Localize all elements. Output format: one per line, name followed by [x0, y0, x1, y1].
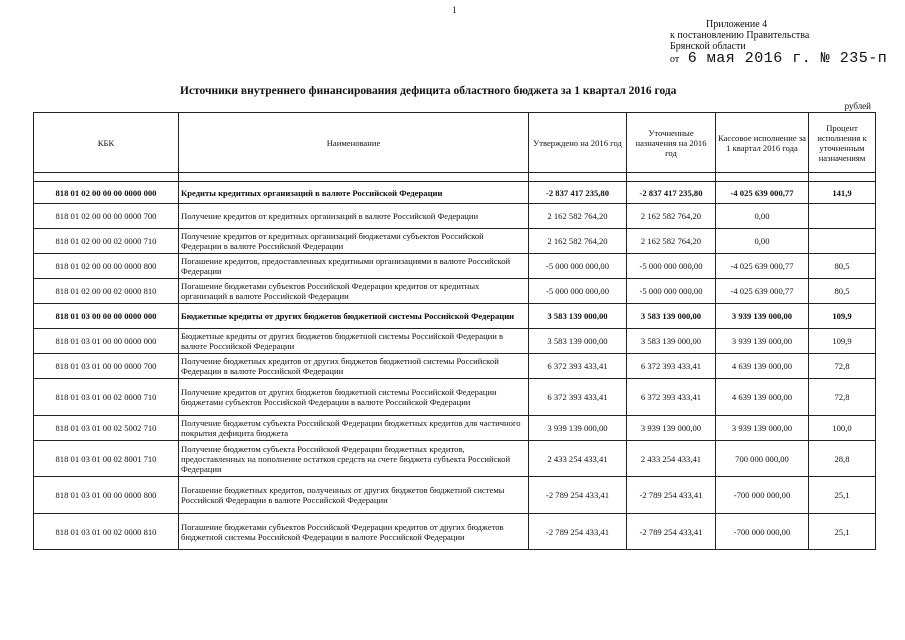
table-row: [34, 204, 876, 229]
document-title: Источники внутреннего финансирования дефицита областного бюджета за 1 квартал 2016 года: [180, 85, 677, 97]
cell-executed: -700 000 000,00: [716, 514, 809, 550]
table-row: [34, 329, 876, 354]
cell-executed: 3 939 139 000,00: [716, 416, 809, 441]
table-row: [34, 354, 876, 379]
cell-name: Кредиты кредитных организаций в валюте Российской Федерации: [179, 182, 529, 204]
cell-executed: -700 000 000,00: [716, 477, 809, 514]
cell-approved: 2 162 582 764,20: [529, 229, 627, 254]
cell-percent: 141,9: [809, 182, 876, 204]
cell-executed: 3 939 139 000,00: [716, 329, 809, 354]
header-refined: Уточненные назначения на 2016 год: [627, 113, 716, 173]
cell-kbk: 818 01 02 00 00 00 0000 800: [34, 254, 179, 279]
cell-percent: [809, 204, 876, 229]
cell-name: Получение бюджетных кредитов от других бюджетов бюджетной системы Российской Федерации в валюте Российской Федерации: [179, 354, 529, 379]
cell-kbk: 818 01 03 01 00 02 8001 710: [34, 441, 179, 477]
cell-approved: -5 000 000 000,00: [529, 254, 627, 279]
cell-percent: 80,5: [809, 254, 876, 279]
table-row: [34, 416, 876, 441]
cell-percent: 72,8: [809, 379, 876, 416]
cell-kbk: 818 01 02 00 00 02 0000 810: [34, 279, 179, 304]
cell-approved: -2 789 254 433,41: [529, 514, 627, 550]
cell-percent: 25,1: [809, 477, 876, 514]
header-approved: Утверждено на 2016 год: [529, 113, 627, 173]
appendix-line-1: Приложение 4: [706, 19, 768, 30]
spacer-row: [34, 173, 876, 182]
cell-kbk: 818 01 03 01 00 02 0000 810: [34, 514, 179, 550]
cell-refined: -2 837 417 235,80: [627, 182, 716, 204]
cell-percent: 25,1: [809, 514, 876, 550]
cell-refined: -2 789 254 433,41: [627, 477, 716, 514]
cell-executed: -4 025 639 000,77: [716, 279, 809, 304]
cell-kbk: 818 01 03 01 00 00 0000 700: [34, 354, 179, 379]
table-row: [34, 254, 876, 279]
cell-refined: 3 939 139 000,00: [627, 416, 716, 441]
table-row: [34, 279, 876, 304]
appendix-header: [670, 19, 887, 65]
table-row: [34, 441, 876, 477]
table-row: [34, 229, 876, 254]
cell-executed: 4 639 139 000,00: [716, 379, 809, 416]
cell-refined: -5 000 000 000,00: [627, 254, 716, 279]
cell-approved: -2 789 254 433,41: [529, 477, 627, 514]
cell-approved: 2 162 582 764,20: [529, 204, 627, 229]
cell-executed: -4 025 639 000,77: [716, 254, 809, 279]
header-kbk: КБК: [34, 113, 179, 173]
table-row: [34, 379, 876, 416]
cell-kbk: 818 01 02 00 00 02 0000 710: [34, 229, 179, 254]
cell-percent: 28,8: [809, 441, 876, 477]
header-executed: Кассовое исполнение за 1 квартал 2016 года: [716, 113, 809, 173]
cell-percent: 109,9: [809, 329, 876, 354]
units-label: рублей: [844, 101, 871, 111]
cell-refined: 2 433 254 433,41: [627, 441, 716, 477]
cell-approved: 2 433 254 433,41: [529, 441, 627, 477]
table-row: [34, 514, 876, 550]
cell-executed: -4 025 639 000,77: [716, 182, 809, 204]
cell-refined: -2 789 254 433,41: [627, 514, 716, 550]
appendix-line-2: к постановлению Правительства: [670, 30, 810, 41]
appendix-from: от: [670, 54, 680, 65]
table-row: [34, 182, 876, 204]
cell-name: Бюджетные кредиты от других бюджетов бюджетной системы Российской Федерации: [179, 304, 529, 329]
cell-kbk: 818 01 03 01 00 02 0000 710: [34, 379, 179, 416]
cell-percent: 72,8: [809, 354, 876, 379]
cell-kbk: 818 01 03 01 00 00 0000 000: [34, 329, 179, 354]
financing-sources-table: [33, 112, 876, 550]
cell-executed: 3 939 139 000,00: [716, 304, 809, 329]
cell-refined: 6 372 393 433,41: [627, 354, 716, 379]
page-number: 1: [452, 5, 457, 15]
cell-executed: 0,00: [716, 204, 809, 229]
cell-approved: -5 000 000 000,00: [529, 279, 627, 304]
cell-name: Получение бюджетом субъекта Российской Федерации бюджетных кредитов, предоставленных на пополнение остатков средств на счете бюджета субъекта Российской Федерации: [179, 441, 529, 477]
appendix-date-line: [670, 50, 888, 67]
cell-percent: 100,0: [809, 416, 876, 441]
table-header-row: [34, 113, 876, 173]
cell-approved: 6 372 393 433,41: [529, 354, 627, 379]
cell-kbk: 818 01 03 01 00 02 5002 710: [34, 416, 179, 441]
table-row: [34, 304, 876, 329]
cell-approved: 3 583 139 000,00: [529, 329, 627, 354]
cell-kbk: 818 01 02 00 00 00 0000 000: [34, 182, 179, 204]
cell-name: Погашение бюджетных кредитов, полученных от других бюджетов бюджетной системы Российской Федерации в валюте Российской Федерации: [179, 477, 529, 514]
cell-refined: -5 000 000 000,00: [627, 279, 716, 304]
cell-approved: 3 939 139 000,00: [529, 416, 627, 441]
header-name: Наименование: [179, 113, 529, 173]
cell-name: Погашение бюджетами субъектов Российской Федерации кредитов от других бюджетов бюджетной системы Российской Федерации в валюте Российской Федерации: [179, 514, 529, 550]
cell-kbk: 818 01 03 00 00 00 0000 000: [34, 304, 179, 329]
cell-refined: 2 162 582 764,20: [627, 229, 716, 254]
cell-executed: 700 000 000,00: [716, 441, 809, 477]
cell-approved: -2 837 417 235,80: [529, 182, 627, 204]
appendix-line-3: Брянской области: [670, 41, 746, 52]
header-percent: Процент исполнения к уточненным назначениям: [809, 113, 876, 173]
cell-name: Бюджетные кредиты от других бюджетов бюджетной системы Российской Федерации в валюте Российской Федерации: [179, 329, 529, 354]
cell-refined: 3 583 139 000,00: [627, 304, 716, 329]
table-row: [34, 477, 876, 514]
cell-approved: 3 583 139 000,00: [529, 304, 627, 329]
cell-refined: 3 583 139 000,00: [627, 329, 716, 354]
cell-name: Получение бюджетом субъекта Российской Федерации бюджетных кредитов для частичного покрытия дефицита бюджета: [179, 416, 529, 441]
cell-refined: 2 162 582 764,20: [627, 204, 716, 229]
cell-kbk: 818 01 03 01 00 00 0000 800: [34, 477, 179, 514]
cell-name: Погашение кредитов, предоставленных кредитными организациями в валюте Российской Федерации: [179, 254, 529, 279]
cell-kbk: 818 01 02 00 00 00 0000 700: [34, 204, 179, 229]
cell-executed: 4 639 139 000,00: [716, 354, 809, 379]
cell-executed: 0,00: [716, 229, 809, 254]
cell-name: Получение кредитов от кредитных организаций бюджетами субъектов Российской Федерации в валюте Российской Федерации: [179, 229, 529, 254]
cell-percent: 109,9: [809, 304, 876, 329]
cell-percent: 80,5: [809, 279, 876, 304]
cell-name: Получение кредитов от других бюджетов бюджетной системы Российской Федерации бюджетами субъектов Российской Федерации в валюте Российской Федерации: [179, 379, 529, 416]
cell-name: Погашение бюджетами субъектов Российской Федерации кредитов от кредитных организаций в валюте Российской Федерации: [179, 279, 529, 304]
cell-percent: [809, 229, 876, 254]
cell-refined: 6 372 393 433,41: [627, 379, 716, 416]
cell-approved: 6 372 393 433,41: [529, 379, 627, 416]
cell-name: Получение кредитов от кредитных организаций в валюте Российской Федерации: [179, 204, 529, 229]
appendix-date-number: 6 мая 2016 г. № 235-п: [687, 50, 888, 67]
